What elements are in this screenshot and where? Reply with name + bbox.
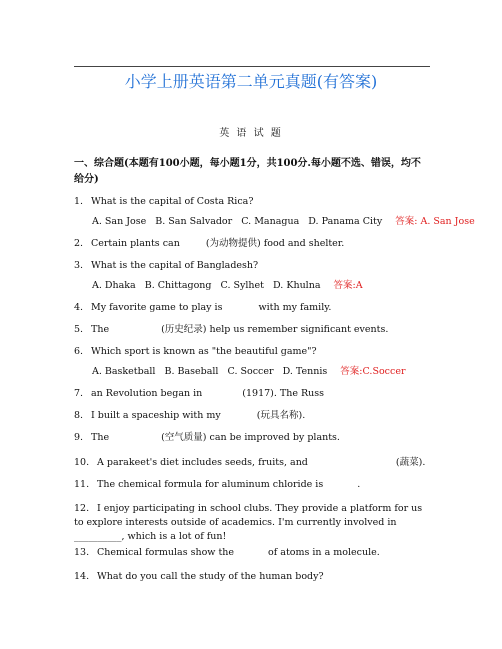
option-b: B. Baseball (164, 366, 219, 377)
question-number: 10. (74, 457, 90, 468)
question-number: 1. (74, 196, 84, 207)
question-text-pre: Certain plants can (91, 238, 180, 249)
option-c: C. Sylhet (220, 280, 264, 291)
option-c: C. Soccer (227, 366, 274, 377)
question-number: 12. (74, 503, 90, 514)
question-13 (74, 546, 434, 560)
question-9 (74, 431, 434, 445)
question-4 (74, 301, 434, 315)
question-6-options (92, 365, 442, 379)
question-5 (74, 323, 434, 337)
question-number: 7. (74, 388, 84, 399)
question-text-post: (玩具名称). (256, 410, 306, 421)
question-number: 3. (74, 260, 84, 271)
question-14 (74, 570, 434, 584)
question-number: 5. (74, 324, 84, 335)
answer-label: 答案:C.Soccer (340, 366, 406, 377)
question-number: 13. (74, 547, 90, 558)
option-a: A. Basketball (92, 366, 156, 377)
question-text-pre: an Revolution began in (91, 388, 203, 399)
question-text-post: (蔬菜). (395, 457, 426, 468)
question-text-post: . (357, 479, 361, 490)
question-number: 9. (74, 432, 84, 443)
question-6 (74, 345, 434, 359)
question-text-pre: The (91, 324, 110, 335)
option-d: D. Tennis (282, 366, 328, 377)
question-text-post: (1917). The Russ (242, 388, 325, 399)
question-3 (74, 259, 434, 273)
section-heading: 一、综合题(本题有100小题，每小题1分，共100分.每小题不选、错误，均不给分) (74, 158, 421, 185)
question-text: What do you call the study of the human body? (97, 571, 324, 582)
question-text-pre: A parakeet's diet includes seeds, fruits, and (97, 457, 308, 468)
question-text-pre: The chemical formula for aluminum chloride is (97, 479, 324, 490)
option-a: A. San Jose (92, 216, 147, 227)
option-c: C. Managua (241, 216, 300, 227)
answer-label: 答案: A. San Jose (395, 216, 475, 227)
question-number: 8. (74, 410, 84, 421)
question-text-post: with my family. (258, 302, 332, 313)
question-number: 4. (74, 302, 84, 313)
answer-label: 答案:A (333, 280, 363, 291)
question-10 (74, 456, 434, 470)
question-text-pre: The (91, 432, 110, 443)
question-hint: (历史纪录) (161, 324, 207, 335)
option-a: A. Dhaka (92, 280, 136, 291)
option-b: B. San Salvador (155, 216, 233, 227)
question-8 (74, 409, 434, 423)
question-text-post: of atoms in a molecule. (268, 547, 380, 558)
option-d: D. Khulna (273, 280, 321, 291)
question-11 (74, 478, 434, 492)
page-subtitle: 英 语 试 题 (219, 128, 283, 139)
question-7 (74, 387, 434, 401)
question-number: 2. (74, 238, 84, 249)
question-text-pre: Chemical formulas show the (97, 547, 235, 558)
question-hint: (为动物提供) (205, 238, 261, 249)
question-text: I enjoy participating in school clubs. They provide a platform for us to explore interests outside of academics. I'm currently involved in __________, which is a lot of fun! (74, 503, 423, 542)
question-3-options (92, 279, 442, 293)
question-text: What is the capital of Costa Rica? (91, 196, 254, 207)
option-b: B. Chittagong (144, 280, 212, 291)
question-text-post: food and shelter. (263, 238, 345, 249)
question-hint: (空气质量) (161, 432, 207, 443)
question-text-post: can be improved by plants. (209, 432, 340, 443)
page-title: 小学上册英语第二单元真题(有答案) (124, 72, 378, 91)
question-1 (74, 195, 434, 209)
question-12 (74, 502, 434, 544)
question-text-pre: I built a spaceship with my (91, 410, 221, 421)
question-text: What is the capital of Bangladesh? (91, 260, 259, 271)
question-number: 11. (74, 479, 90, 490)
question-2 (74, 237, 434, 251)
option-d: D. Panama City (308, 216, 383, 227)
question-number: 14. (74, 571, 90, 582)
question-text: Which sport is known as "the beautiful game"? (91, 346, 317, 357)
question-number: 6. (74, 346, 84, 357)
top-divider (74, 66, 430, 67)
question-text-post: help us remember significant events. (209, 324, 389, 335)
question-1-options (92, 215, 475, 229)
question-text-pre: My favorite game to play is (91, 302, 223, 313)
